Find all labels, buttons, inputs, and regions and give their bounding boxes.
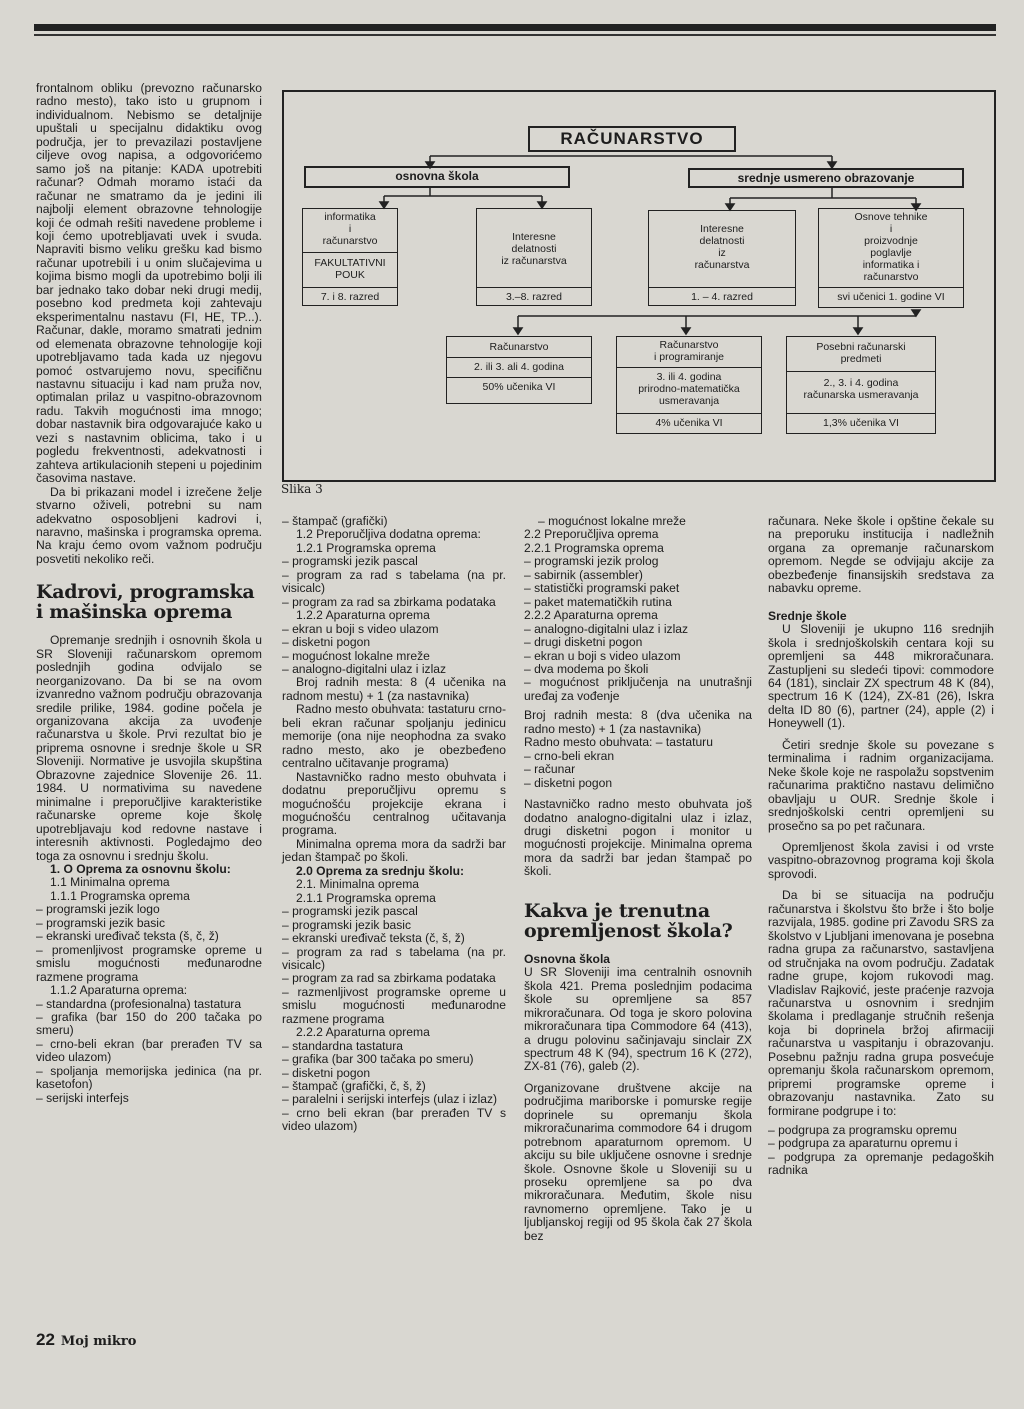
box2-line2: delatnosti bbox=[511, 243, 557, 255]
col3-line-9: – analogno-digitalni ulaz i izlaz bbox=[524, 621, 689, 636]
subheading-osnovna-skola: Osnovna škola bbox=[524, 951, 611, 966]
col2-line-27: – grafika (bar 300 tačaka po smeru) bbox=[282, 1052, 474, 1067]
top-rule bbox=[34, 24, 996, 31]
col1-list-5: – programski jezik basic bbox=[36, 915, 166, 930]
col1-list-3: 1.1.1 Programska oprema bbox=[50, 888, 190, 903]
box4-line6: računarstvo bbox=[863, 271, 919, 283]
box-interesne-srednje bbox=[648, 210, 796, 306]
col2-line-31: – crno beli ekran (bar prerađen TV s video ulazom) bbox=[282, 1105, 506, 1134]
top-rule-thin bbox=[34, 34, 996, 36]
box6-line4: prirodno-matematička bbox=[638, 383, 740, 395]
box2-line1: Interesne bbox=[512, 231, 556, 243]
col1-list-7: – promenljivost programske opreme u smislu mogućnosti međunarodne razmene programa bbox=[36, 942, 262, 984]
subheading-srednje-skole: Srednje škole bbox=[768, 608, 847, 623]
box-posebni-predmeti bbox=[786, 336, 936, 434]
col4-list-3: – podgrupa za opremanje pedagoških radnika bbox=[768, 1149, 994, 1178]
col1-list-9: – standardna (profesionalna) tastatura bbox=[36, 996, 242, 1011]
col2-line-28: – disketni pogon bbox=[282, 1065, 371, 1080]
col3-line-5: – sabirnik (assembler) bbox=[524, 567, 643, 582]
box4-line5: informatika i bbox=[862, 259, 920, 271]
box1-line2: i bbox=[348, 223, 352, 235]
col4-paragraph-5: Da bi se situacija na području računarstva i školstvu što brže i što bolje razvijala, 1985. godine pri Zavodu SRS za školstvo v Ljubljani imenovana je posebna radna grupa za računarstvo, sastavljena od stručnjaka na ovom području. Zadatak radne grupe, kojom rukovodi mag. Vladislav Rajković, jeste praćenje razvoja računarstva u osnovnim i srednjim školama i predlaganje stručnih rešenja koja bi doprinela bržoj afirmaciji računarstva u vaspitanju i obrazovanju. Posebnu pažnju radna grupa posvećuje opremanju škola računarskom opremom, pripremi programske opreme i obrazovanju nastavnika. Zato su formirane podgrupe i to: bbox=[768, 888, 994, 1118]
col2-line-1: – štampač (grafički) bbox=[282, 514, 388, 528]
col1-paragraph-3: Opremanje srednjih i osnovnih škola u SR Sloveniji računarskom opremom poslednjih godina odvijalo se neorganizovano. Da bi se na ovom izvanredno važnom području obrazovanja sredile prilike, 1984. godine počela je organizovana akcija za uvođenje računarstva u škole. Prvi rezultat bio je priprema osnovne i srednje škole u SR Sloveniji. Normative je usvojila skupština Obrazovne zajednice Slovenije 26. 11. 1984. U normativima su navedene minimalne i preporučljive karakteristike računarske opreme koje školę upotrebljavaju kod redovne nastave i interesnih aktivnosti. Pogledajmo deo toga za osnovnu i srednju školu. bbox=[36, 633, 262, 863]
col3-line-11: – ekran u boji s video ulazom bbox=[524, 648, 681, 663]
col1-list-10: – grafika (bar 150 do 200 tačaka po smeru) bbox=[36, 1010, 262, 1038]
col2-line-18: 2.1.1 Programska oprema bbox=[296, 890, 436, 905]
box2-footer: 3.–8. razred bbox=[505, 291, 563, 303]
box2-line3: iz računarstva bbox=[501, 255, 567, 267]
col2-line-2: 1.2 Preporučljiva dodatna oprema: bbox=[296, 527, 481, 542]
col3-paragraph-2: Organizovane društvene akcije na područjima mariborske i pomurske regije doprinele su opremanju škola mikroračunarima commodore 64 i drugom potrebnom aparaturnom opremom. U akciju su bile uključene osnovne i srednje škole. Osnovne škole u Sloveniji su u proseku opremljene sa po dva mikroračunara. Međutim, škole nisu ravnomerno opremljene. Tako je u ljubljanskoj regiji od 95 škola čak 27 škola bez bbox=[524, 1080, 752, 1243]
column-3 bbox=[524, 515, 752, 1243]
col2-line-6: – program za rad sa zbirkama podataka bbox=[282, 594, 496, 609]
box7-line1: Posebni računarski bbox=[816, 341, 906, 353]
col3-line-6: – statistički programski paket bbox=[524, 581, 680, 596]
column-4 bbox=[768, 515, 994, 1178]
col2-line-10: – mogućnost lokalne mreže bbox=[282, 648, 430, 663]
col3-line-1: – mogućnost lokalne mreže bbox=[538, 514, 686, 528]
col3-line-16: – crno-beli ekran bbox=[524, 748, 615, 763]
col1-paragraph-2: Da bi prikazani model i izrečene želje stvarno oživeli, potrebni su nam adekvatno osposobljeni kadrovi i, naravno, mašinska i programska oprema. Na kraju ćemo ovom važnom području posvetiti nekoliko reči. bbox=[36, 484, 262, 566]
box4-footer: svi učenici 1. godine VI bbox=[837, 291, 945, 303]
box3-line4: računarstva bbox=[694, 259, 750, 271]
col2-line-16: 2.0 Oprema za srednju školu: bbox=[296, 863, 465, 878]
col4-paragraph-3: Četiri srednje škole su povezane s terminalima i radnim organizacijama. Neke škole koje ne raspolažu sopstvenim računarima praktično nastavu delimično obavljaju u OUR. Srednje škole i srednjoškolski centri opremljeni su prosečno sa po pet računara. bbox=[768, 737, 994, 833]
col4-paragraph-2: U Sloveniji je ukupno 116 srednjih škola i srednjoškolskih centara koji su opremljeni sa 448 mikroračunara. Zastupljeni su sledeći tipovi: commodore 64 (181), sinclair ZX spectrum 48 K (84), spectrum 16 K (124), ZX-81 (26), Iskra delta ID 80 (6), partner (24), apple (2) i Honeywell (1). bbox=[768, 622, 994, 731]
col1-list-12: – spoljanja memorijska jedinica (na pr. kasetofon) bbox=[36, 1063, 262, 1092]
box-informatika bbox=[302, 208, 398, 306]
figure-caption: Slika 3 bbox=[281, 482, 323, 496]
col3-line-13: – mogućnost priključenja na unutrašnji uređaj za vođenje bbox=[524, 675, 752, 703]
box3-line1: Interesne bbox=[700, 223, 744, 235]
box1-line3: računarstvo bbox=[322, 235, 378, 247]
col2-line-19: – programski jezik pascal bbox=[282, 904, 418, 919]
box5-line3: 50% učenika VI bbox=[482, 381, 556, 393]
col1-list-8: 1.1.2 Aparaturna oprema: bbox=[50, 983, 188, 998]
col1-list-1: 1. O Oprema za osnovnu školu: bbox=[50, 862, 231, 877]
col2-line-24: – razmenljivost programske opreme u smislu mogućnosti međunarodne razmene programa bbox=[282, 984, 506, 1026]
box3-line3: iz bbox=[718, 247, 726, 259]
column-2 bbox=[282, 515, 506, 1134]
col4-list-2: – podgrupa za aparaturnu opremu i bbox=[768, 1136, 958, 1151]
srednje-obrazovanje-bar: srednje usmereno obrazovanje bbox=[688, 168, 964, 188]
col2-line-13: Radno mesto obuhvata: tastaturu crno-beli ekran računar spoljanju jedinicu memorije (ona nije neophodna za svako radno mesto, ako je obezbeđeno centralno učitavanje programa) bbox=[282, 702, 506, 771]
col2-line-21: – ekranski uređivač teksta (č, š, ž) bbox=[282, 931, 465, 946]
col1-list-4: – programski jezik logo bbox=[36, 902, 160, 917]
col3-line-15: Radno mesto obuhvata: – tastaturu bbox=[524, 735, 713, 750]
page-number: 22 bbox=[36, 1330, 55, 1349]
box6-line6: 4% učenika VI bbox=[655, 417, 723, 429]
section-heading-kadrovi: Kadrovi, programska i mašinska oprema bbox=[36, 581, 255, 624]
box1-line1: informatika bbox=[324, 211, 376, 223]
col2-line-3: 1.2.1 Programska oprema bbox=[296, 540, 436, 555]
box4-line1: Osnove tehnike bbox=[854, 211, 928, 223]
box3-footer: 1. – 4. razred bbox=[691, 291, 753, 303]
box7-line3: 2., 3. i 4. godina bbox=[823, 377, 899, 389]
box-interesne-osnovna bbox=[476, 208, 592, 306]
col1-list-11: – crno-beli ekran (bar prerađen TV sa video ulazom) bbox=[36, 1036, 262, 1065]
box6-line1: Računarstvo bbox=[659, 339, 719, 351]
col2-line-9: – disketni pogon bbox=[282, 635, 371, 650]
box7-line2: predmeti bbox=[840, 353, 882, 365]
box-racunarstvo-programiranje bbox=[616, 336, 762, 434]
col2-line-26: – standardna tastatura bbox=[282, 1038, 404, 1053]
col2-line-22: – program za rad s tabelama (na pr. visicalc) bbox=[282, 944, 506, 972]
col3-line-4: – programski jezik prolog bbox=[524, 554, 659, 569]
page-footer bbox=[36, 1330, 136, 1350]
col2-line-5: – program za rad s tabelama (na pr. visicalc) bbox=[282, 567, 506, 596]
box6-line3: 3. ili 4. godina bbox=[656, 371, 722, 383]
col3-line-2: 2.2 Preporučljiva oprema bbox=[524, 527, 659, 542]
box-racunarstvo bbox=[446, 336, 592, 404]
box6-line5: usmeravanja bbox=[658, 395, 720, 407]
col2-line-14: Nastavničko radno mesto obuhvata i dodatnu preporučljivu opremu s mogućnošću projekcije ekrana i mogućnošću centralnog učitavanja programa. bbox=[282, 769, 506, 838]
col2-line-30: – paralelni i serijski interfejs (ulaz i izlaz) bbox=[282, 1092, 498, 1107]
col1-list-13: – serijski interfejs bbox=[36, 1090, 129, 1105]
col3-line-18: – disketni pogon bbox=[524, 775, 613, 790]
box1-footer: 7. i 8. razred bbox=[320, 291, 380, 303]
col3-line-8: 2.2.2 Aparaturna oprema bbox=[524, 608, 658, 623]
col1-list-2: 1.1 Minimalna oprema bbox=[50, 875, 170, 890]
col3-line-10: – drugi disketni pogon bbox=[524, 635, 643, 650]
col2-line-12: Broj radnih mesta: 8 (4 učenika na radnom mestu) + 1 (za nastavnika) bbox=[282, 675, 506, 703]
box3-line2: delatnosti bbox=[699, 235, 745, 247]
col2-line-23: – program za rad sa zbirkama podataka bbox=[282, 971, 496, 986]
col3-paragraph-1: U SR Sloveniji ima centralnih osnovnih škola 421. Prema poslednjim podacima škole su opremljene sa 857 mikroračunara. Od toga je skoro polovina mikroračunara tipa Commodore 64 (413), a drugu polovinu sačinjavaju sinclair ZX spectrum 48 K (94), spectrum 16 K (272), ZX-81 (76), galeb (2). bbox=[524, 965, 752, 1074]
col3-line-12: – dva modema po školi bbox=[524, 661, 649, 676]
col2-line-25: 2.2.2 Aparaturna oprema bbox=[296, 1025, 430, 1040]
col2-line-11: – analogno-digitalni ulaz i izlaz bbox=[282, 661, 447, 676]
box5-line2: 2. ili 3. ali 4. godina bbox=[474, 361, 564, 373]
col4-paragraph-1: računara. Neke škole i opštine čekale su na preporuku institucija i nadležnih organa za opremanje računarskom opremom. Negde se odvijaju akcije za obezbeđenje finansijskih sredstava za nabavku opreme. bbox=[768, 514, 994, 596]
box6-line2: i programiranje bbox=[653, 351, 725, 363]
col3-line-3: 2.2.1 Programska oprema bbox=[524, 540, 664, 555]
col2-line-15: Minimalna oprema mora da sadrži bar jedan štampač po školi. bbox=[282, 836, 506, 865]
col1-paragraph-1: frontalnom obliku (prevozno računarsko radno mesto), tako isto u grupnom i individualnom. Nebismo se detaljnije upuštali u specijalnu didaktiku ovog područja, jer to prevazilazi postavljene ciljeve ovog napisa, a odgovorićemo samo još na pitanje: KADA upotrebiti računar? Odmah moramo istaći da računar ne smatramo da je jedini ili najbolji element obrazovne tehnologije koji će odmah rešiti navedene probleme i koji ćemo upotrebljavati uvek i svuda. Napraviti bismo veliku grešku kad bismo računar upotrebili i u onim slučajevima u kojima bismo mogli da upotrebimo bolji ili bar jednako tako dobar neki drugi medij, posebno kod predmeta koji zahtevaju eksperimentalnu nastavu (FI, HE, TP...). Računar, dakle, moramo smatrati jednim od elemenata obrazovne tehnologije koji upotrebljavamo tada kada uz njegovu pomoć ostvarujemo novu, specifičnu nastavnu situaciju i kad nam pruža nov, optimalan prilaz u vaspitno-obrazovnom radu. Takvih mogućnosti ima mnogo; dobar nastavnik bira odgovarajuće kako u vezi s nastavnim oblicima, tako i u pogledu frekventnosti, adekvatnosti i zahteva artikulacionih stepeni u pojedinim časovima nastave. bbox=[36, 81, 262, 486]
diagram-figure bbox=[282, 90, 996, 482]
section-heading-kakva: Kakva je trenutna opremljenost škola? bbox=[524, 899, 733, 942]
col3-line-17: – računar bbox=[524, 762, 576, 777]
col3-line-7: – paket matematičkih rutina bbox=[524, 594, 672, 609]
box7-line5: 1,3% učenika VI bbox=[823, 417, 899, 429]
box1-line4: FAKULTATIVNI bbox=[314, 257, 386, 269]
col3-line-19: Nastavničko radno mesto obuhvata još dodatno analogno-digitalni ulaz i izlaz, drugi disketni pogon i monitor u mogućnosti projekcije. Minimalna oprema mora da sadrži bar jedan štampač po školi. bbox=[524, 797, 752, 879]
col4-list-1: – podgrupa za programsku opremu bbox=[768, 1123, 957, 1138]
box7-line4: računarska usmeravanja bbox=[803, 389, 919, 401]
col2-line-17: 2.1. Minimalna oprema bbox=[296, 877, 420, 892]
col4-paragraph-4: Opremljenost škola zavisi i od vrste vaspitno-obrazovnog programa koji škola sprovodi. bbox=[768, 839, 994, 881]
box4-line4: poglavlje bbox=[870, 247, 912, 259]
box4-line2: i bbox=[889, 223, 893, 235]
box4-line3: proizvodnje bbox=[864, 235, 918, 247]
col3-line-14: Broj radnih mesta: 8 (dva učenika na radno mesto) + 1 (za nastavnika) bbox=[524, 708, 752, 736]
col2-line-4: – programski jezik pascal bbox=[282, 554, 418, 569]
diagram-title: RAČUNARSTVO bbox=[528, 126, 736, 152]
col1-list-6: – ekranski uređivač teksta (š, č, ž) bbox=[36, 929, 219, 944]
osnovna-skola-bar: osnovna škola bbox=[304, 166, 570, 188]
col2-line-7: 1.2.2 Aparaturna oprema bbox=[296, 608, 430, 623]
box1-line5: POUK bbox=[335, 269, 365, 281]
box5-line1: Računarstvo bbox=[489, 341, 549, 353]
magazine-name: Moj mikro bbox=[60, 1334, 137, 1349]
box-osnove-tehnike bbox=[818, 208, 964, 308]
col2-line-20: – programski jezik basic bbox=[282, 917, 412, 932]
col2-line-8: – ekran u boji s video ulazom bbox=[282, 621, 439, 636]
col2-line-29: – štampač (grafički, č, š, ž) bbox=[282, 1079, 426, 1094]
column-1 bbox=[36, 82, 262, 1105]
